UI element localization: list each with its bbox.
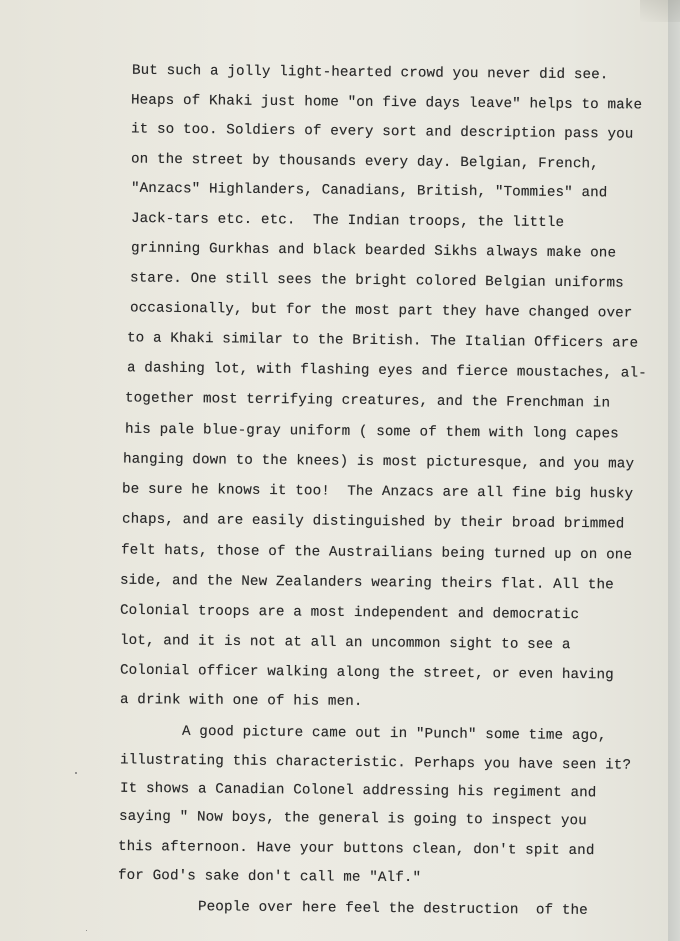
text-line: But such a jolly light-hearted crowd you never did see. [131,62,609,84]
text-line: Colonial officer walking along the street, or even having [119,662,614,684]
text-line: side, and the New Zealanders wearing theirs flat. All the [119,572,614,594]
text-line: occasionally, but for the most part they have changed over [129,300,633,322]
text-line: Heaps of Khaki just home "on five days leave" helps to make [130,92,643,114]
text-line: A good picture came out in "Punch" some time ago, [181,723,607,745]
text-line: this afternoon. Have your buttons clean, don't spit and [117,838,595,860]
text-line: grinning Gurkhas and black bearded Sikhs always make one [130,240,617,262]
text-line: Colonial troops are a most independent and democratic [119,602,580,624]
text-line: his pale blue-gray uniform ( some of them with long capes [124,421,619,443]
text-line: felt hats, those of the Austrailians being turned up on one [120,542,633,564]
text-line: lot, and it is not at all an uncommon sight to see a [119,632,571,654]
page-edge [668,0,680,941]
paper-speck [86,930,87,931]
text-line: "Anzacs" Highlanders, Canadians, British, "Tommies" and [130,180,608,202]
text-line: Jack-tars etc. etc. The Indian troops, the little [130,210,565,232]
text-line: saying " Now boys, the general is going to inspect you [118,808,587,830]
text-line: on the street by thousands every day. Belgian, French, [130,151,599,173]
text-line: chaps, and are easily distinguished by their broad brimmed [121,511,625,533]
text-line: for God's sake don't call me "Alf." [117,867,422,887]
text-line: hanging down to the knees) is most picturesque, and you may [122,451,635,473]
text-line: be sure he knows it too! The Anzacs are all fine big husky [121,481,634,503]
text-line: it so too. Soldiers of every sort and description pass you [130,121,634,143]
text-line: illustrating this characteristic. Perhaps you have seen it? [119,752,632,774]
text-line: It shows a Canadian Colonel addressing his regiment and [119,780,597,802]
text-line: a dashing lot, with flashing eyes and fierce moustaches, al- [126,360,647,382]
text-line: to a Khaki similar to the British. The Italian Officers are [126,330,639,352]
text-line: a drink with one of his men. [119,692,363,710]
paper-speck [75,772,77,774]
text-line: People over here feel the destruction of the [197,899,588,919]
text-line: stare. One still sees the bright colored Belgian uniforms [129,270,624,292]
text-line: together most terrifying creatures, and the Frenchman in [124,390,611,412]
